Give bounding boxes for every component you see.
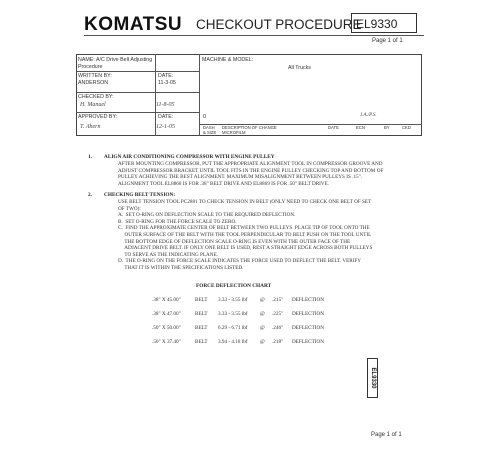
force-row-3-deflection: .246" [272,325,284,331]
force-row-4-force: 3.94 - 4.18 lbf [218,339,248,345]
rev-col-microfilm: MICROFILM [222,130,246,135]
rev-col-dash: DASH [203,125,215,130]
written-by-label: WRITTEN BY: [78,73,112,79]
date-label-written: DATE: [158,73,174,79]
written-by-value: ANDERSON [78,80,109,86]
section-1-number: 1. [88,154,92,160]
section-2-item-c-line-4: ADJACENT DRIVE BELT. IF ONLY ONE BELT IS USED, REST A STRAIGHT EDGE ACROSS BOTH PULLEYS [118,245,373,252]
section-2-line-2: OF TWO): [118,205,141,212]
force-row-2-at: @ [260,311,265,317]
date-value-checked: 11-8-05 [156,102,175,108]
company-logo: KOMATSU [84,14,183,35]
page-number-bottom: Page 1 of 1 [371,432,402,438]
force-row-2-deflection: .225" [272,311,284,317]
force-row-3-at: @ [260,325,265,331]
info-divider-h3 [76,112,200,113]
force-row-1-size: .38" X 45.00" [152,297,181,303]
force-row-2-force: 3.33 - 3.55 lbf [218,311,248,317]
section-2-item-d-line-2: THAT IT IS WITHIN THE SPECIFICATIONS LISTED. [118,265,244,271]
section-1-line-3: PULLEY ACHIEVING THE BEST ALIGNMENT. MAXIMUM MISALIGNMENT BETWEEN PULLEYS IS .15". [118,174,363,181]
section-2-item-d-line-1: D. THE O-RING ON THE FORCE SCALE INDICATES THE FORCE USED TO DEFLECT THE BELT. VERIFY [118,258,362,265]
force-row-2-belt: BELT [195,311,208,317]
section-2-item-c-line-1: C. FIND THE APPROXIMATE CENTER OF BELT BETWEEN TWO PULLEYS. PLACE TIP OF TOOL ONTO THE [118,225,370,232]
checked-by-label: CHECKED BY: [78,94,114,100]
date-value-written: 11-3-05 [158,80,176,86]
force-row-4-label: DEFLECTION [292,339,324,345]
section-2-item-a: A. SET O-RING ON DEFLECTION SCALE TO THE REQUIRED DEFLECTION. [118,212,296,219]
side-document-code-text: EL9330 [369,367,376,389]
force-row-3-size: .50" X 50.00" [152,325,181,331]
force-row-2-size: .38" X 47.00" [152,311,181,317]
rev-col-date: DATE [328,125,339,130]
section-2-line-1: USE BELT TENSION TOOL PC2881 TO CHECK TENSION IN BELT (ONLY NEED TO CHECK ONE BELT OF SET [118,199,372,205]
date-label-approved: DATE: [158,114,174,120]
force-row-1-label: DEFLECTION [292,297,324,303]
force-row-3-label: DEFLECTION [292,325,324,331]
section-2-item-b: B. SET O-RING FOR THE FORCE SCALE TO ZERO. [118,218,237,225]
info-divider-h1 [76,71,200,72]
force-row-4-belt: BELT [195,339,208,345]
revision-initials: J.A./P.S. [360,113,377,118]
document-title: CHECKOUT PROCEDURE [196,17,362,32]
force-row-3-belt: BELT [195,325,208,331]
approved-by-signature: T. Ahern [80,124,101,130]
section-2-item-c-line-5: TO SERVE AS THE INDICATING PLANE. [118,251,219,258]
rev-col-description: DESCRIPTION OF CHANGE [222,125,277,130]
checked-by-signature: H. Manuel [80,102,106,108]
force-row-1-at: @ [260,297,265,303]
section-1-line-1: AFTER MOUNTING COMPRESSOR, PUT THE APPROPRIATE ALIGNMENT TOOL IN COMPRESSOR GROOVE AND [118,161,383,167]
force-row-2-label: DEFLECTION [292,311,324,317]
section-1-title: ALIGN AIR CONDITIONING COMPRESSOR WITH ENGINE PULLEY [104,154,275,160]
section-2-title: CHECKING BELT TENSION: [104,192,176,198]
rev-col-ckd: CKD [402,125,411,130]
header-divider [84,35,424,36]
force-row-1-belt: BELT [195,297,208,303]
machine-value: All Trucks [288,65,311,71]
section-1-line-4: ALIGNMENT TOOL EL8868 IS FOR .38" BELT DRIVE AND EL8869 IS FOR .50" BELT DRIVE. [118,180,330,187]
name-label: NAME: A/C Drive Belt Adjusting Procedure [78,57,153,70]
section-2-item-c-line-3: THE BOTTOM EDGE OF DEFLECTION SCALE O-RING IS EVEN WITH THE OUTER FACE OF THE [118,238,351,245]
approved-by-label: APPROVED BY: [78,114,118,120]
page-number-top: Page 1 of 1 [372,38,403,44]
force-row-4-size: .50" X 37.40" [152,339,181,345]
rev-col-ecn: ECN [356,125,365,130]
section-2-item-c-line-2: OUTER SURFACE OF THE BELT WITH THE TOOL PERPENDICULAR TO BELT PUSH ON THE TOOL UNTIL [118,232,372,238]
section-2-number: 2. [88,192,92,198]
document-number: EL9330 [351,13,417,33]
force-row-1-force: 3.33 - 3.55 lbf [218,297,248,303]
force-row-1-deflection: .215" [272,297,284,303]
force-row-4-deflection: .218" [272,339,284,345]
rev-col-size: & SIZE [203,130,217,135]
rev-col-by: BY [384,125,390,130]
date-value-approved: 12-1-05 [156,124,175,130]
info-divider-h2 [76,92,200,93]
revision-circle: 0 [203,114,206,120]
force-chart-title: FORCE DEFLECTION CHART [196,283,272,289]
force-row-3-force: 6.29 - 6.71 lbf [218,325,248,331]
force-row-4-at: @ [260,339,265,345]
machine-label: MACHINE & MODEL: [202,57,254,63]
side-document-code [367,358,378,398]
section-1-line-2: ADJUST COMPRESSOR BRACKET UNTIL TOOL FITS IN THE ENGINE PULLEY CHECKING TOP AND BOTTOM OF [118,167,384,174]
